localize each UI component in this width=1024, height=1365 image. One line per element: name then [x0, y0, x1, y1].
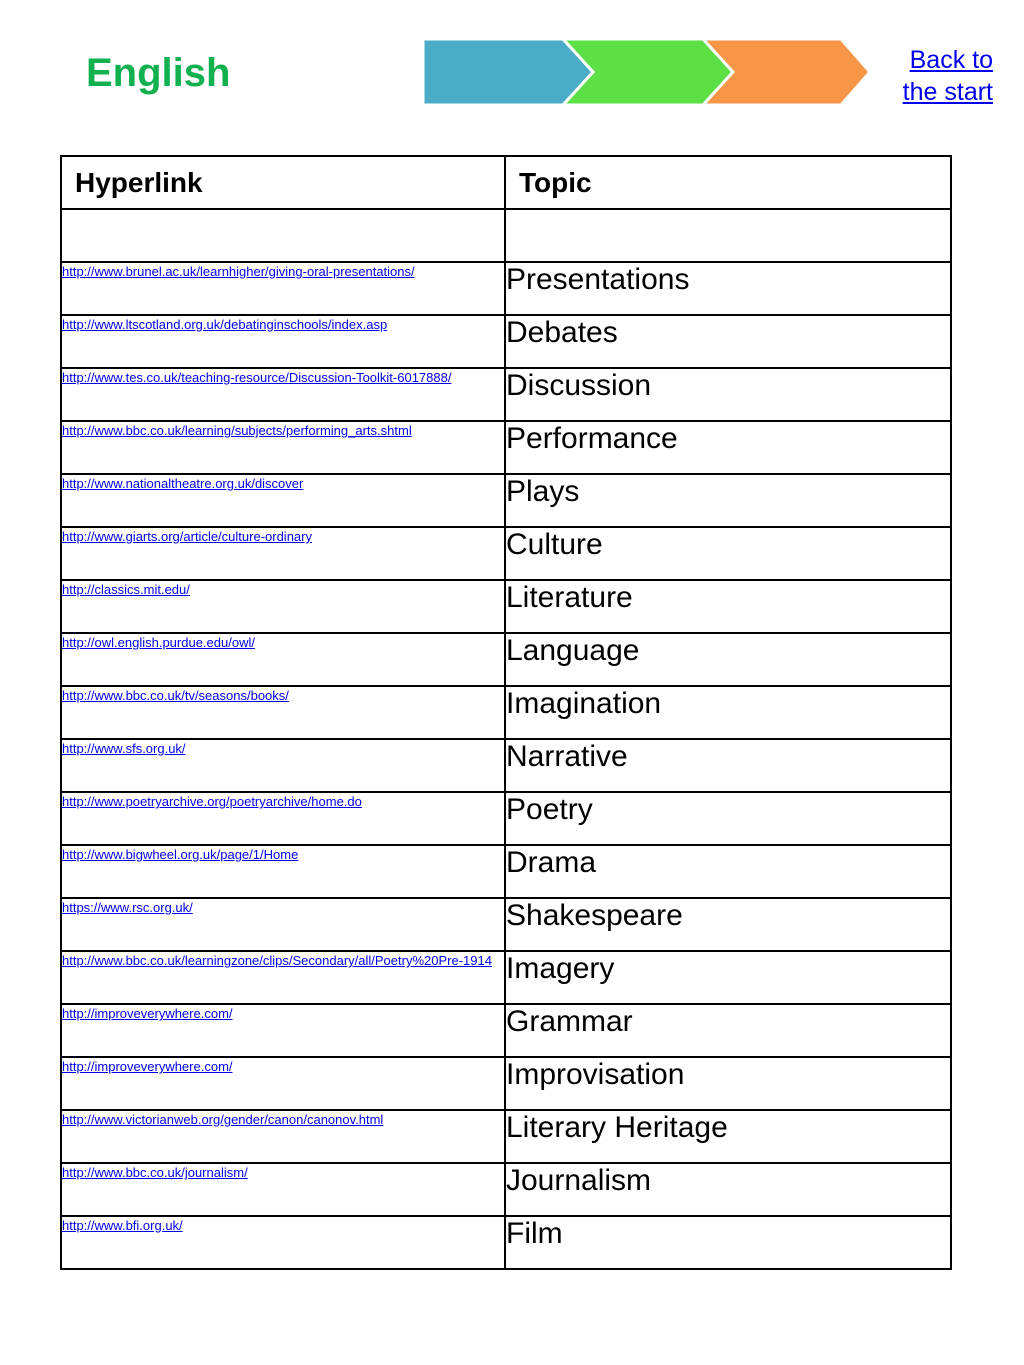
table-row	[61, 1057, 951, 1110]
hyperlink-cell	[61, 845, 505, 898]
back-link-line2: the start	[902, 78, 993, 106]
hyperlink-cell	[61, 1163, 505, 1216]
table-row	[61, 580, 951, 633]
resource-link[interactable]: http://www.sfs.org.uk/	[62, 741, 186, 756]
topic-cell: Imagery	[505, 951, 951, 1004]
hyperlink-column-header: Hyperlink	[61, 156, 505, 209]
table-row	[61, 1004, 951, 1057]
hyperlink-cell	[61, 368, 505, 421]
topic-cell: Drama	[505, 845, 951, 898]
hyperlink-cell	[61, 951, 505, 1004]
table-row	[61, 739, 951, 792]
topic-cell: Language	[505, 633, 951, 686]
table-body	[61, 209, 951, 1269]
back-link-line1: Back to	[909, 46, 993, 74]
resource-link[interactable]: http://www.victorianweb.org/gender/canon/canonov.html	[62, 1112, 384, 1127]
chevron-step-1	[423, 39, 593, 105]
resource-link[interactable]: http://www.poetryarchive.org/poetryarchive/home.do	[62, 794, 362, 809]
table-row	[61, 792, 951, 845]
hyperlink-cell	[61, 262, 505, 315]
progress-chevrons	[423, 39, 871, 105]
table-row	[61, 527, 951, 580]
resource-link[interactable]: http://www.bbc.co.uk/learning/subjects/performing_arts.shtml	[62, 423, 412, 438]
hyperlink-cell	[61, 421, 505, 474]
resource-link[interactable]: http://www.bbc.co.uk/tv/seasons/books/	[62, 688, 289, 703]
resource-link[interactable]: http://www.ltscotland.org.uk/debatinginschools/index.asp	[62, 317, 388, 332]
table-row	[61, 421, 951, 474]
table-row	[61, 1163, 951, 1216]
topic-cell: Discussion	[505, 368, 951, 421]
resource-link[interactable]: http://www.bfi.org.uk/	[62, 1218, 183, 1233]
resource-table	[60, 155, 952, 1270]
table-row	[61, 1110, 951, 1163]
hyperlink-cell	[61, 580, 505, 633]
topic-cell: Literary Heritage	[505, 1110, 951, 1163]
topic-cell: Plays	[505, 474, 951, 527]
hyperlink-cell	[61, 474, 505, 527]
hyperlink-cell	[61, 739, 505, 792]
hyperlink-cell	[61, 1110, 505, 1163]
table-row	[61, 474, 951, 527]
resource-link[interactable]: http://www.bigwheel.org.uk/page/1/Home	[62, 847, 299, 862]
topic-cell: Debates	[505, 315, 951, 368]
topic-cell: Improvisation	[505, 1057, 951, 1110]
table-row	[61, 951, 951, 1004]
resource-link[interactable]: http://classics.mit.edu/	[62, 582, 190, 597]
table-row	[61, 1216, 951, 1269]
hyperlink-cell	[61, 792, 505, 845]
resource-link[interactable]: http://improveverywhere.com/	[62, 1059, 233, 1074]
topic-cell: Film	[505, 1216, 951, 1269]
topic-cell: Journalism	[505, 1163, 951, 1216]
topic-cell: Performance	[505, 421, 951, 474]
hyperlink-cell	[61, 527, 505, 580]
hyperlink-cell	[61, 1216, 505, 1269]
topic-cell: Presentations	[505, 262, 951, 315]
resource-link[interactable]: http://www.bbc.co.uk/journalism/	[62, 1165, 248, 1180]
hyperlink-cell	[61, 1057, 505, 1110]
table-row	[61, 686, 951, 739]
table-row	[61, 368, 951, 421]
topic-cell: Narrative	[505, 739, 951, 792]
hyperlink-cell	[61, 898, 505, 951]
topic-cell: Shakespeare	[505, 898, 951, 951]
hyperlink-cell	[61, 209, 505, 262]
topic-cell: Grammar	[505, 1004, 951, 1057]
resource-link[interactable]: http://owl.english.purdue.edu/owl/	[62, 635, 255, 650]
resource-link[interactable]: https://www.rsc.org.uk/	[62, 900, 193, 915]
hyperlink-cell	[61, 1004, 505, 1057]
resource-link[interactable]: http://www.nationaltheatre.org.uk/discover	[62, 476, 304, 491]
page-title: English	[86, 51, 231, 95]
topic-cell: Poetry	[505, 792, 951, 845]
hyperlink-cell	[61, 633, 505, 686]
back-to-start-link[interactable]	[903, 44, 993, 108]
resource-link[interactable]: http://improveverywhere.com/	[62, 1006, 233, 1021]
hyperlink-cell	[61, 686, 505, 739]
table-row	[61, 898, 951, 951]
table-row	[61, 633, 951, 686]
topic-column-header: Topic	[505, 156, 951, 209]
hyperlink-cell	[61, 315, 505, 368]
topic-cell: Culture	[505, 527, 951, 580]
table-row	[61, 315, 951, 368]
table-row	[61, 845, 951, 898]
table-row	[61, 262, 951, 315]
table-header-row	[61, 156, 951, 209]
resource-link[interactable]: http://www.bbc.co.uk/learningzone/clips/Secondary/all/Poetry%20Pre-1914	[62, 953, 492, 968]
topic-cell: Imagination	[505, 686, 951, 739]
table-row	[61, 209, 951, 262]
resource-link[interactable]: http://www.giarts.org/article/culture-ordinary	[62, 529, 312, 544]
topic-cell	[505, 209, 951, 262]
topic-cell: Literature	[505, 580, 951, 633]
resource-link[interactable]: http://www.brunel.ac.uk/learnhigher/giving-oral-presentations/	[62, 264, 415, 279]
resource-link[interactable]: http://www.tes.co.uk/teaching-resource/Discussion-Toolkit-6017888/	[62, 370, 452, 385]
